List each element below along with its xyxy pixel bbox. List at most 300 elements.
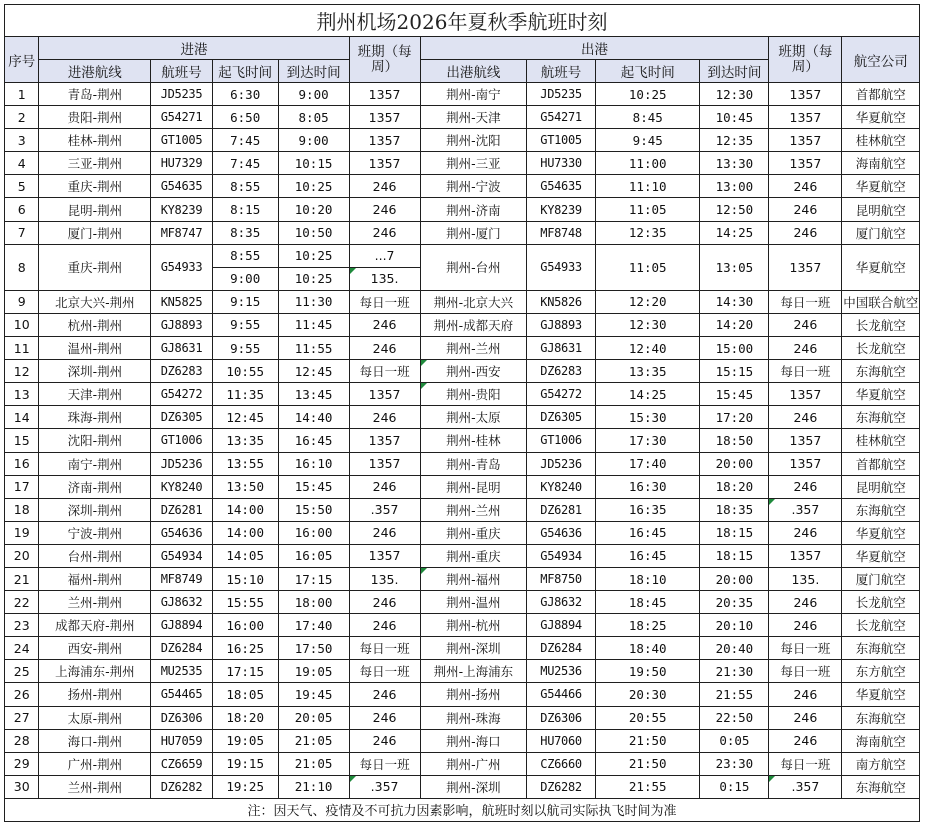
- in-arr-cell: 9:00: [278, 83, 349, 106]
- in-route-cell: 沈阳-荆州: [39, 429, 151, 452]
- out-days-cell: 1357: [769, 383, 842, 406]
- out-arr-cell: 20:35: [700, 591, 769, 614]
- in-arr-cell: 16:45: [278, 429, 349, 452]
- table-row: [5, 591, 920, 614]
- in-arr-header: 到达时间: [278, 60, 349, 83]
- timetable-page: [4, 4, 920, 832]
- out-route-cell: 荆州-三亚: [420, 152, 527, 175]
- in-dep-cell: 17:15: [212, 660, 278, 683]
- out-route-cell: 荆州-海口: [420, 729, 527, 752]
- in-arr-cell: 13:45: [278, 383, 349, 406]
- in-flight-cell: MF8747: [151, 221, 213, 244]
- out-arr-cell: 18:50: [700, 429, 769, 452]
- table-row: [5, 129, 920, 152]
- in-dep-cell: 8:55: [212, 175, 278, 198]
- in-flight-cell: MU2535: [151, 660, 213, 683]
- table-row: [5, 637, 920, 660]
- flight-timetable: [4, 4, 920, 822]
- out-flight-cell: KY8239: [527, 198, 596, 221]
- in-route-cell: 深圳-荆州: [39, 498, 151, 521]
- out-days-cell: 246: [769, 198, 842, 221]
- in-days-cell: 246: [349, 221, 420, 244]
- table-row: [5, 175, 920, 198]
- table-row: [5, 544, 920, 567]
- out-route-cell: 荆州-兰州: [420, 498, 527, 521]
- out-days-cell: 1357: [769, 83, 842, 106]
- in-flight-cell: DZ6284: [151, 637, 213, 660]
- out-route-cell: 荆州-重庆: [420, 521, 527, 544]
- out-flight-cell: GJ8632: [527, 591, 596, 614]
- out-arr-cell: 21:30: [700, 660, 769, 683]
- in-days-cell: 246: [349, 706, 420, 729]
- out-dep-cell: 11:05: [596, 244, 700, 290]
- airline-cell: 华夏航空: [842, 106, 920, 129]
- airline-cell: 东海航空: [842, 360, 920, 383]
- in-dep-cell: 19:15: [212, 752, 278, 775]
- in-route-cell: 天津-荆州: [39, 383, 151, 406]
- out-dep-cell: 12:30: [596, 313, 700, 336]
- airline-cell: 东海航空: [842, 706, 920, 729]
- in-days-cell: 每日一班: [349, 637, 420, 660]
- out-arr-cell: 23:30: [700, 752, 769, 775]
- seq-cell: 1: [5, 83, 39, 106]
- table-row: [5, 383, 920, 406]
- table-row: [5, 313, 920, 336]
- in-schedule-header: 班期（每周）: [349, 37, 420, 83]
- in-flight-cell: G54465: [151, 683, 213, 706]
- airline-cell: 华夏航空: [842, 244, 920, 290]
- out-arr-cell: 20:40: [700, 637, 769, 660]
- in-dep-cell: 14:00: [212, 498, 278, 521]
- out-flight-cell: G54272: [527, 383, 596, 406]
- out-days-cell: 每日一班: [769, 660, 842, 683]
- seq-cell: 21: [5, 567, 39, 590]
- seq-cell: 12: [5, 360, 39, 383]
- out-route-cell: 荆州-温州: [420, 591, 527, 614]
- in-flight-cell: GJ8894: [151, 614, 213, 637]
- seq-cell: 5: [5, 175, 39, 198]
- in-flight-cell: DZ6305: [151, 406, 213, 429]
- in-dep-cell: 15:10: [212, 567, 278, 590]
- out-flight-cell: DZ6281: [527, 498, 596, 521]
- in-flight-cell: G54271: [151, 106, 213, 129]
- in-route-cell: 台州-荆州: [39, 544, 151, 567]
- out-dep-cell: 13:35: [596, 360, 700, 383]
- out-days-cell: 246: [769, 313, 842, 336]
- table-row: [5, 244, 920, 267]
- seq-cell: 27: [5, 706, 39, 729]
- out-dep-cell: 10:25: [596, 83, 700, 106]
- in-route-cell: 重庆-荆州: [39, 175, 151, 198]
- seq-cell: 23: [5, 614, 39, 637]
- out-dep-cell: 8:45: [596, 106, 700, 129]
- out-flight-cell: G54934: [527, 544, 596, 567]
- airline-cell: 东海航空: [842, 637, 920, 660]
- in-arr-cell: 17:50: [278, 637, 349, 660]
- in-flight-cell: KY8239: [151, 198, 213, 221]
- airline-cell: 昆明航空: [842, 475, 920, 498]
- out-days-cell: 1357: [769, 106, 842, 129]
- out-days-cell: .357: [769, 775, 842, 798]
- in-dep-cell: 11:35: [212, 383, 278, 406]
- table-row: [5, 775, 920, 798]
- in-days-cell: 246: [349, 406, 420, 429]
- out-arr-cell: 14:25: [700, 221, 769, 244]
- out-flight-cell: G54271: [527, 106, 596, 129]
- out-arr-cell: 12:30: [700, 83, 769, 106]
- in-days-cell: 1357: [349, 129, 420, 152]
- in-flight-cell: G54934: [151, 544, 213, 567]
- out-arr-cell: 15:00: [700, 337, 769, 360]
- out-arr-cell: 20:00: [700, 567, 769, 590]
- in-dep-cell: 7:45: [212, 152, 278, 175]
- in-route-cell: 珠海-荆州: [39, 406, 151, 429]
- seq-cell: 14: [5, 406, 39, 429]
- seq-cell: 24: [5, 637, 39, 660]
- in-dep-cell: 14:05: [212, 544, 278, 567]
- seq-cell: 25: [5, 660, 39, 683]
- in-days-cell: 246: [349, 614, 420, 637]
- out-route-cell: 荆州-重庆: [420, 544, 527, 567]
- out-flight-cell: G54933: [527, 244, 596, 290]
- out-days-cell: 1357: [769, 452, 842, 475]
- in-flight-header: 航班号: [151, 60, 213, 83]
- in-route-cell: 西安-荆州: [39, 637, 151, 660]
- in-route-cell: 太原-荆州: [39, 706, 151, 729]
- seq-cell: 11: [5, 337, 39, 360]
- out-days-cell: 246: [769, 683, 842, 706]
- out-days-cell: 246: [769, 337, 842, 360]
- airline-cell: 长龙航空: [842, 337, 920, 360]
- out-days-cell: 246: [769, 614, 842, 637]
- in-arr-cell: 17:15: [278, 567, 349, 590]
- in-arr-cell: 16:10: [278, 452, 349, 475]
- in-flight-cell: DZ6306: [151, 706, 213, 729]
- in-route-cell: 福州-荆州: [39, 567, 151, 590]
- out-arr-cell: 18:20: [700, 475, 769, 498]
- out-route-cell: 荆州-杭州: [420, 614, 527, 637]
- out-arr-cell: 18:35: [700, 498, 769, 521]
- in-route-cell: 上海浦东-荆州: [39, 660, 151, 683]
- out-route-cell: 荆州-成都天府: [420, 313, 527, 336]
- out-arr-cell: 13:05: [700, 244, 769, 290]
- in-days-cell: 246: [349, 683, 420, 706]
- in-flight-cell: JD5236: [151, 452, 213, 475]
- in-route-cell: 深圳-荆州: [39, 360, 151, 383]
- out-flight-cell: MU2536: [527, 660, 596, 683]
- in-days-cell: 246: [349, 313, 420, 336]
- out-dep-cell: 11:05: [596, 198, 700, 221]
- in-flight-cell: GT1005: [151, 129, 213, 152]
- out-flight-cell: DZ6282: [527, 775, 596, 798]
- in-days-cell: 1357: [349, 152, 420, 175]
- out-days-cell: 每日一班: [769, 637, 842, 660]
- airline-cell: 桂林航空: [842, 429, 920, 452]
- airline-cell: 首都航空: [842, 452, 920, 475]
- out-flight-cell: HU7330: [527, 152, 596, 175]
- airline-cell: 桂林航空: [842, 129, 920, 152]
- in-dep-cell: 9:55: [212, 313, 278, 336]
- out-days-cell: 246: [769, 221, 842, 244]
- out-arr-cell: 17:20: [700, 406, 769, 429]
- seq-cell: 18: [5, 498, 39, 521]
- out-flight-header: 航班号: [527, 60, 596, 83]
- out-dep-cell: 11:10: [596, 175, 700, 198]
- out-flight-cell: DZ6305: [527, 406, 596, 429]
- out-arr-cell: 14:20: [700, 313, 769, 336]
- in-arr-cell: 10:25: [278, 175, 349, 198]
- in-dep-cell: 16:25: [212, 637, 278, 660]
- out-route-cell: 荆州-天津: [420, 106, 527, 129]
- seq-cell: 17: [5, 475, 39, 498]
- in-arr-cell: 15:50: [278, 498, 349, 521]
- table-row: [5, 452, 920, 475]
- in-dep-cell: 12:45: [212, 406, 278, 429]
- in-dep-cell: 13:55: [212, 452, 278, 475]
- in-flight-cell: MF8749: [151, 567, 213, 590]
- seq-cell: 19: [5, 521, 39, 544]
- out-dep-cell: 12:35: [596, 221, 700, 244]
- in-flight-cell: GJ8893: [151, 313, 213, 336]
- seq-cell: 4: [5, 152, 39, 175]
- out-arr-cell: 14:30: [700, 290, 769, 313]
- in-dep-cell: 8:15: [212, 198, 278, 221]
- table-row: [5, 567, 920, 590]
- airline-cell: 长龙航空: [842, 614, 920, 637]
- out-dep-cell: 18:40: [596, 637, 700, 660]
- out-flight-cell: MF8748: [527, 221, 596, 244]
- seq-cell: 15: [5, 429, 39, 452]
- out-arr-cell: 20:00: [700, 452, 769, 475]
- seq-cell: 20: [5, 544, 39, 567]
- airline-cell: 华夏航空: [842, 544, 920, 567]
- out-flight-cell: G54635: [527, 175, 596, 198]
- in-route-cell: 北京大兴-荆州: [39, 290, 151, 313]
- out-dep-cell: 21:50: [596, 752, 700, 775]
- out-route-cell: 荆州-沈阳: [420, 129, 527, 152]
- out-route-cell: 荆州-厦门: [420, 221, 527, 244]
- out-dep-cell: 16:30: [596, 475, 700, 498]
- in-flight-cell: G54635: [151, 175, 213, 198]
- in-arr-cell: 21:10: [278, 775, 349, 798]
- seq-cell: 10: [5, 313, 39, 336]
- in-arr-cell: 12:45: [278, 360, 349, 383]
- out-route-cell: 荆州-深圳: [420, 775, 527, 798]
- in-days-cell: 246: [349, 475, 420, 498]
- in-days-cell: .357: [349, 498, 420, 521]
- out-days-cell: 246: [769, 521, 842, 544]
- out-flight-cell: GJ8631: [527, 337, 596, 360]
- in-arr-cell: 11:45: [278, 313, 349, 336]
- out-arr-cell: 18:15: [700, 544, 769, 567]
- out-flight-cell: KY8240: [527, 475, 596, 498]
- in-flight-cell: HU7059: [151, 729, 213, 752]
- table-row: [5, 660, 920, 683]
- in-dep-cell: 8:35: [212, 221, 278, 244]
- out-days-cell: .357: [769, 498, 842, 521]
- in-arr-cell: 11:30: [278, 290, 349, 313]
- airline-cell: 中国联合航空: [842, 290, 920, 313]
- in-arr-cell: 14:40: [278, 406, 349, 429]
- in-dep-cell: 16:00: [212, 614, 278, 637]
- out-days-cell: 1357: [769, 152, 842, 175]
- in-days-cell: 246: [349, 175, 420, 198]
- in-days-cell: ...7: [349, 244, 420, 267]
- in-route-cell: 兰州-荆州: [39, 775, 151, 798]
- out-route-header: 出港航线: [420, 60, 527, 83]
- in-route-cell: 桂林-荆州: [39, 129, 151, 152]
- out-arr-cell: 12:50: [700, 198, 769, 221]
- out-dep-cell: 16:45: [596, 521, 700, 544]
- out-dep-cell: 21:50: [596, 729, 700, 752]
- airline-cell: 华夏航空: [842, 521, 920, 544]
- inbound-header: 进港: [39, 37, 349, 60]
- out-days-cell: 246: [769, 591, 842, 614]
- out-flight-cell: JD5235: [527, 83, 596, 106]
- out-flight-cell: HU7060: [527, 729, 596, 752]
- in-dep-cell: 6:30: [212, 83, 278, 106]
- out-dep-cell: 18:25: [596, 614, 700, 637]
- out-route-cell: 荆州-南宁: [420, 83, 527, 106]
- in-arr-cell: 8:05: [278, 106, 349, 129]
- in-arr-cell: 16:00: [278, 521, 349, 544]
- in-route-cell: 成都天府-荆州: [39, 614, 151, 637]
- out-dep-cell: 12:40: [596, 337, 700, 360]
- out-route-cell: 荆州-扬州: [420, 683, 527, 706]
- timetable-body: [5, 83, 920, 799]
- airline-cell: 长龙航空: [842, 591, 920, 614]
- out-days-cell: 135.: [769, 567, 842, 590]
- out-flight-cell: DZ6283: [527, 360, 596, 383]
- out-route-cell: 荆州-宁波: [420, 175, 527, 198]
- in-days-cell: 1357: [349, 452, 420, 475]
- table-row: [5, 337, 920, 360]
- table-row: [5, 683, 920, 706]
- in-dep-cell: 13:35: [212, 429, 278, 452]
- in-days-cell: 每日一班: [349, 290, 420, 313]
- in-arr-cell: 10:20: [278, 198, 349, 221]
- seq-cell: 2: [5, 106, 39, 129]
- in-flight-cell: G54933: [151, 244, 213, 290]
- out-route-cell: 荆州-北京大兴: [420, 290, 527, 313]
- in-arr-cell: 17:40: [278, 614, 349, 637]
- page-title: 荆州机场2026年夏秋季航班时刻: [5, 5, 920, 37]
- out-days-cell: 246: [769, 475, 842, 498]
- in-flight-cell: DZ6283: [151, 360, 213, 383]
- in-flight-cell: CZ6659: [151, 752, 213, 775]
- out-arr-cell: 21:55: [700, 683, 769, 706]
- table-row: [5, 729, 920, 752]
- seq-cell: 3: [5, 129, 39, 152]
- in-route-cell: 广州-荆州: [39, 752, 151, 775]
- seq-cell: 16: [5, 452, 39, 475]
- in-days-cell: 135.: [349, 267, 420, 290]
- out-dep-cell: 16:45: [596, 544, 700, 567]
- table-row: [5, 521, 920, 544]
- in-route-cell: 昆明-荆州: [39, 198, 151, 221]
- in-days-cell: 246: [349, 521, 420, 544]
- in-flight-cell: KY8240: [151, 475, 213, 498]
- in-days-cell: 1357: [349, 544, 420, 567]
- in-arr-cell: 20:05: [278, 706, 349, 729]
- in-arr-cell: 16:05: [278, 544, 349, 567]
- in-route-header: 进港航线: [39, 60, 151, 83]
- in-days-cell: 每日一班: [349, 660, 420, 683]
- airline-cell: 海南航空: [842, 152, 920, 175]
- out-arr-cell: 10:45: [700, 106, 769, 129]
- in-flight-cell: HU7329: [151, 152, 213, 175]
- in-flight-cell: GJ8631: [151, 337, 213, 360]
- in-flight-cell: KN5825: [151, 290, 213, 313]
- seq-cell: 22: [5, 591, 39, 614]
- in-dep-cell: 9:00: [212, 267, 278, 290]
- out-days-cell: 246: [769, 406, 842, 429]
- outbound-header: 出港: [420, 37, 769, 60]
- airline-cell: 南方航空: [842, 752, 920, 775]
- table-row: [5, 406, 920, 429]
- table-row: [5, 614, 920, 637]
- seq-cell: 7: [5, 221, 39, 244]
- seq-cell: 8: [5, 244, 39, 290]
- airline-cell: 东海航空: [842, 406, 920, 429]
- out-flight-cell: G54636: [527, 521, 596, 544]
- out-days-cell: 1357: [769, 544, 842, 567]
- out-flight-cell: MF8750: [527, 567, 596, 590]
- airline-cell: 厦门航空: [842, 221, 920, 244]
- in-days-cell: 246: [349, 337, 420, 360]
- out-arr-cell: 0:15: [700, 775, 769, 798]
- out-days-cell: 1357: [769, 244, 842, 290]
- in-route-cell: 重庆-荆州: [39, 244, 151, 290]
- in-route-cell: 宁波-荆州: [39, 521, 151, 544]
- table-row: [5, 83, 920, 106]
- out-flight-cell: DZ6306: [527, 706, 596, 729]
- in-dep-cell: 19:25: [212, 775, 278, 798]
- airline-cell: 海南航空: [842, 729, 920, 752]
- out-route-cell: 荆州-兰州: [420, 337, 527, 360]
- in-route-cell: 兰州-荆州: [39, 591, 151, 614]
- out-dep-cell: 18:45: [596, 591, 700, 614]
- in-arr-cell: 10:25: [278, 244, 349, 267]
- in-arr-cell: 9:00: [278, 129, 349, 152]
- out-dep-cell: 20:30: [596, 683, 700, 706]
- out-flight-cell: GT1006: [527, 429, 596, 452]
- in-route-cell: 杭州-荆州: [39, 313, 151, 336]
- in-route-cell: 贵阳-荆州: [39, 106, 151, 129]
- out-flight-cell: G54466: [527, 683, 596, 706]
- in-route-cell: 三亚-荆州: [39, 152, 151, 175]
- out-route-cell: 荆州-福州: [420, 567, 527, 590]
- out-days-cell: 246: [769, 175, 842, 198]
- seq-header: 序号: [5, 37, 39, 83]
- in-arr-cell: 18:00: [278, 591, 349, 614]
- out-arr-cell: 20:10: [700, 614, 769, 637]
- in-dep-cell: 18:20: [212, 706, 278, 729]
- seq-cell: 13: [5, 383, 39, 406]
- in-arr-cell: 10:50: [278, 221, 349, 244]
- in-dep-cell: 6:50: [212, 106, 278, 129]
- table-row: [5, 290, 920, 313]
- in-dep-cell: 18:05: [212, 683, 278, 706]
- in-days-cell: 135.: [349, 567, 420, 590]
- in-dep-header: 起飞时间: [212, 60, 278, 83]
- out-dep-cell: 20:55: [596, 706, 700, 729]
- in-arr-cell: 11:55: [278, 337, 349, 360]
- out-arr-cell: 13:30: [700, 152, 769, 175]
- seq-cell: 28: [5, 729, 39, 752]
- in-dep-cell: 14:00: [212, 521, 278, 544]
- out-schedule-header: 班期（每周）: [769, 37, 842, 83]
